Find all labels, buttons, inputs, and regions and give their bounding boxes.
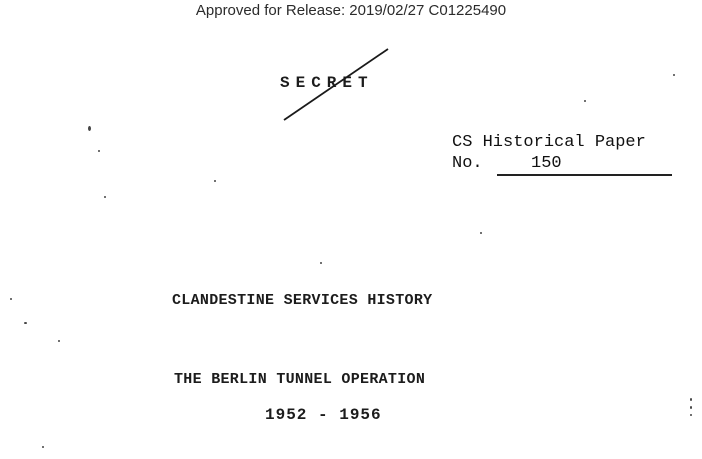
number-underline <box>497 174 672 176</box>
scan-speck <box>690 414 692 416</box>
date-range: 1952 - 1956 <box>265 406 382 424</box>
scan-speck <box>42 446 44 448</box>
strikethrough-line <box>282 46 392 122</box>
classification-marking: SECRET <box>280 74 374 92</box>
scan-speck <box>58 340 60 342</box>
paper-number-value: 150 <box>531 154 562 173</box>
release-stamp: Approved for Release: 2019/02/27 C01225490 <box>195 2 507 19</box>
scan-speck <box>690 406 692 409</box>
scan-speck <box>104 196 106 198</box>
scan-speck <box>214 180 216 182</box>
scan-speck <box>10 298 12 300</box>
series-title: CLANDESTINE SERVICES HISTORY <box>172 292 433 309</box>
scan-speck <box>480 232 482 234</box>
scan-speck <box>320 262 322 264</box>
scan-speck <box>673 74 675 76</box>
scan-speck <box>24 322 27 324</box>
paper-number-label: No. <box>452 154 483 173</box>
paper-series-label: CS Historical Paper <box>452 133 646 152</box>
scan-speck <box>88 126 91 131</box>
scan-speck <box>584 100 586 102</box>
operation-title: THE BERLIN TUNNEL OPERATION <box>174 371 426 388</box>
scan-speck <box>690 398 692 401</box>
scan-speck <box>98 150 100 152</box>
